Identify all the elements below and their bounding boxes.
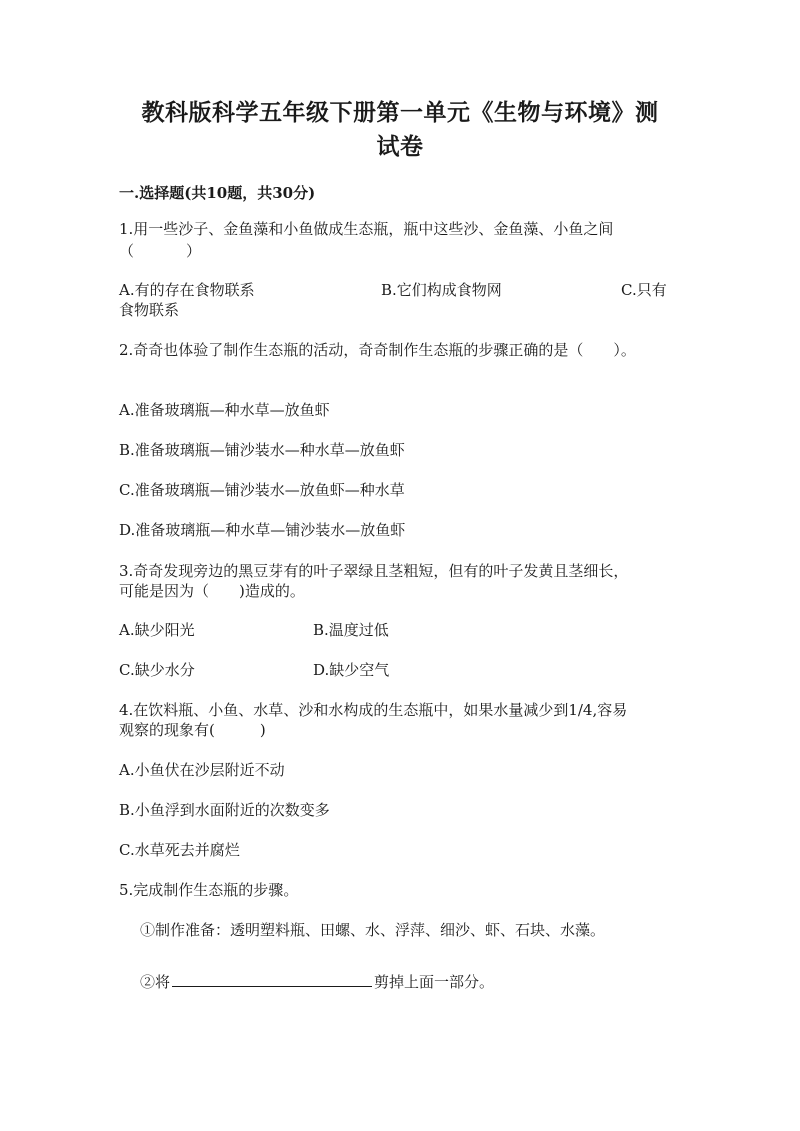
q5-step-2-suffix: 剪掉上面一部分。: [374, 973, 495, 991]
q1-option-c[interactable]: C.只有: [621, 281, 667, 299]
q4-option-b[interactable]: B.小鱼浮到水面附近的次数变多: [119, 801, 330, 819]
q3-option-c[interactable]: C.缺少水分: [119, 661, 195, 679]
q2-option-c[interactable]: C.准备玻璃瓶—铺沙装水—放鱼虾—种水草: [119, 481, 405, 499]
q2-option-d[interactable]: D.准备玻璃瓶—种水草—铺沙装水—放鱼虾: [119, 521, 406, 539]
q2-stem: 2.奇奇也体验了制作生态瓶的活动，奇奇制作生态瓶的步骤正确的是（ ）。: [119, 341, 636, 359]
q2-option-a[interactable]: A.准备玻璃瓶—种水草—放鱼虾: [119, 401, 330, 419]
exam-title: [110, 96, 690, 164]
q3-option-a[interactable]: A.缺少阳光: [119, 621, 195, 639]
q2-option-b[interactable]: B.准备玻璃瓶—铺沙装水—种水草—放鱼虾: [119, 441, 405, 459]
q1-option-a[interactable]: A.有的存在食物联系: [119, 281, 255, 299]
section-heading: 一.选择题(共10题，共30分): [119, 184, 316, 202]
q1-paren-close: ）: [186, 242, 202, 260]
q4-option-a[interactable]: A.小鱼伏在沙层附近不动: [119, 761, 285, 779]
q3-option-b[interactable]: B.温度过低: [313, 621, 389, 639]
q3-stem-line-2: 可能是因为（ )造成的。: [119, 582, 305, 600]
q5-step-2-blank[interactable]: [172, 970, 372, 987]
q4-stem-line-1: 4.在饮料瓶、小鱼、水草、沙和水构成的生态瓶中，如果水量减少到1/4,容易: [119, 701, 628, 719]
q1-stem-line-1: 1.用一些沙子、金鱼藻和小鱼做成生态瓶，瓶中这些沙、金鱼藻、小鱼之间: [119, 220, 614, 238]
q5-step-2: [140, 970, 494, 992]
q3-stem-line-1: 3.奇奇发现旁边的黑豆芽有的叶子翠绿且茎粗短，但有的叶子发黄且茎细长，: [119, 562, 629, 580]
q1-option-b[interactable]: B.它们构成食物网: [381, 281, 502, 299]
title-line-2: 试卷: [376, 133, 424, 160]
q1-option-c-continued: 食物联系: [119, 301, 180, 319]
q5-step-2-prefix: ②将: [140, 973, 171, 991]
q4-stem-line-2: 观察的现象有( ): [119, 721, 266, 739]
q5-stem: 5.完成制作生态瓶的步骤。: [119, 881, 299, 899]
title-line-1: 教科版科学五年级下册第一单元《生物与环境》测: [141, 99, 659, 126]
q5-step-1: ①制作准备：透明塑料瓶、田螺、水、浮萍、细沙、虾、石块、水藻。: [140, 921, 606, 939]
q1-paren-open: （: [119, 242, 135, 260]
q1-answer-paren: [119, 241, 201, 261]
q1-answer-blank[interactable]: [134, 241, 186, 261]
q3-option-d[interactable]: D.缺少空气: [313, 661, 390, 679]
q4-option-c[interactable]: C.水草死去并腐烂: [119, 841, 240, 859]
